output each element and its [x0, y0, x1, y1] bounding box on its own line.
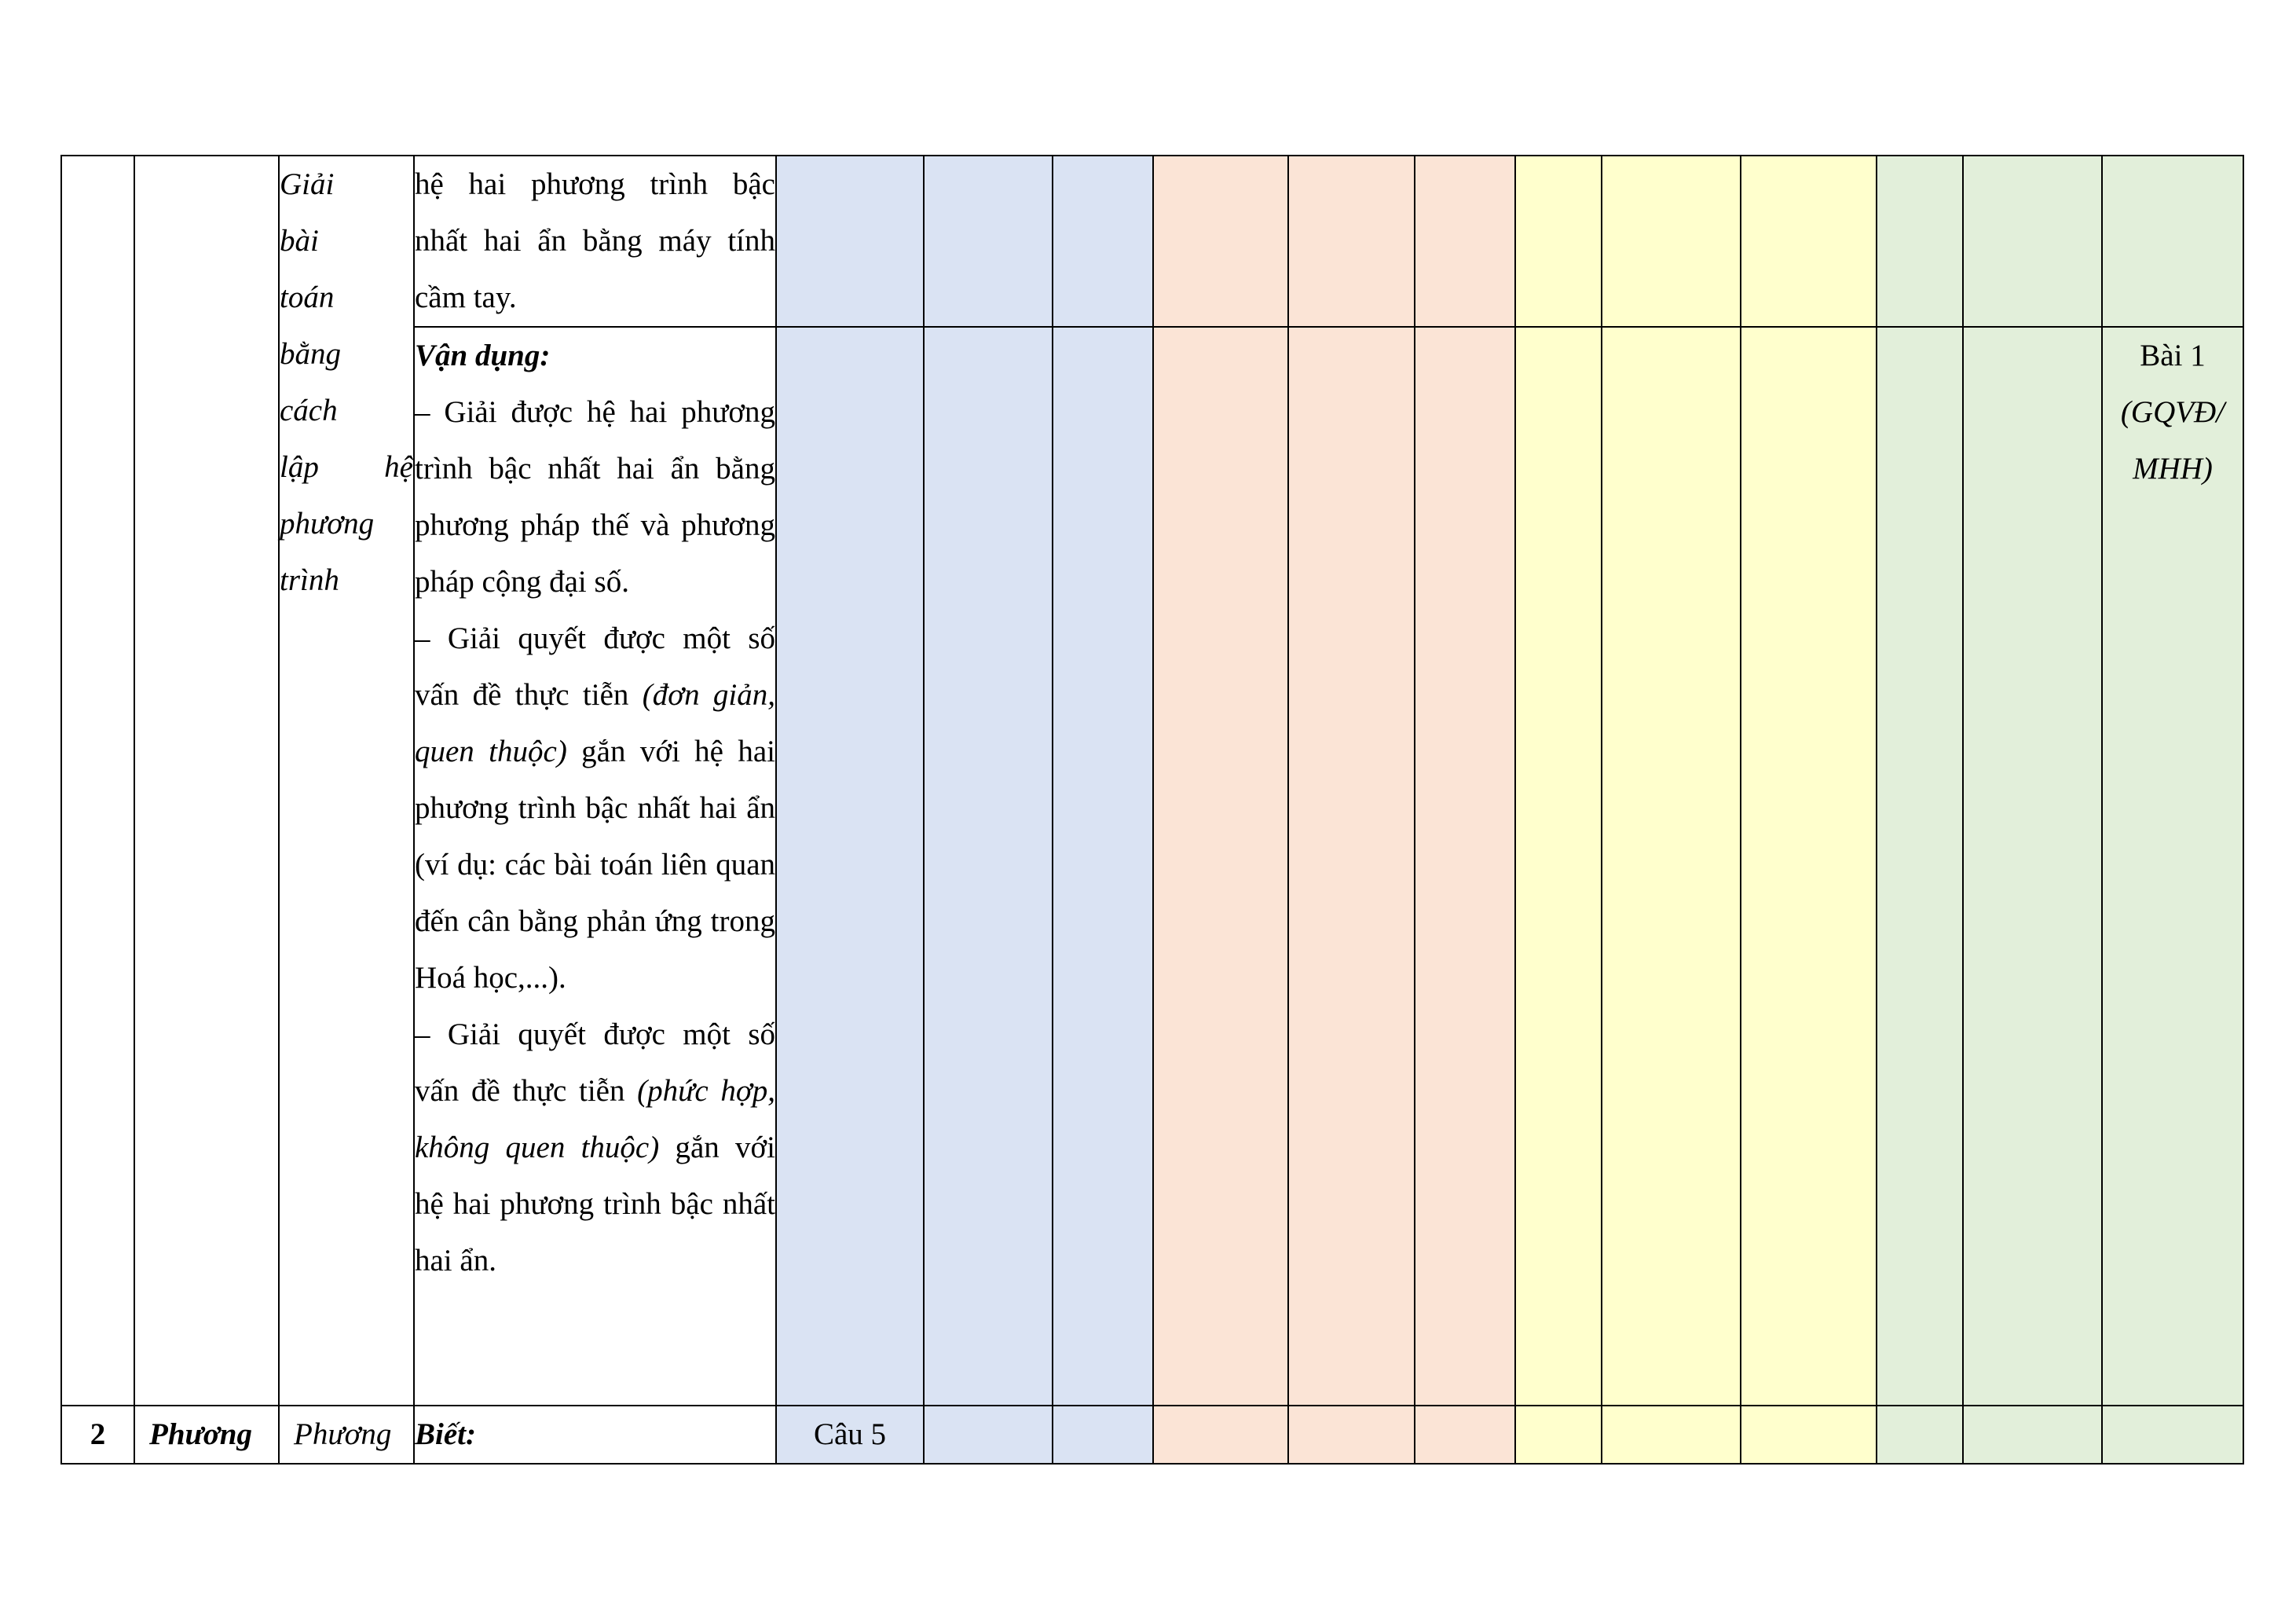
level4-cell — [1963, 1406, 2102, 1464]
cell-chapter — [134, 156, 279, 1406]
level4-cell — [2102, 156, 2243, 327]
question-reference-cell: Bài 1 (GQVĐ/ MHH) — [2102, 327, 2243, 1406]
level1-cell — [1053, 1406, 1153, 1464]
question-reference-cell: Câu 5 — [776, 1406, 924, 1464]
level1-cell — [924, 156, 1053, 327]
level2-cell — [1288, 156, 1415, 327]
level4-cell — [1877, 156, 1963, 327]
level3-cell — [1602, 1406, 1741, 1464]
level4-cell — [1877, 1406, 1963, 1464]
cell-number: 2 — [61, 1406, 134, 1464]
cell-number — [61, 156, 134, 1406]
level2-cell — [1153, 1406, 1288, 1464]
level2-cell — [1153, 156, 1288, 327]
level3-cell — [1602, 156, 1741, 327]
level1-cell — [924, 327, 1053, 1406]
level4-cell — [1963, 156, 2102, 327]
level1-cell — [1053, 327, 1153, 1406]
level2-cell — [1288, 327, 1415, 1406]
level3-cell — [1515, 327, 1602, 1406]
cell-topic: Phương — [279, 1406, 414, 1464]
level1-cell — [776, 327, 924, 1406]
level4-cell — [2102, 1406, 2243, 1464]
cell-topic: Giải bài toán bằng cách lập hệ phương trình — [279, 156, 414, 1406]
level2-cell — [1415, 327, 1515, 1406]
table-row — [61, 156, 2243, 327]
level3-cell — [1741, 1406, 1877, 1464]
level1-cell — [1053, 156, 1153, 327]
specification-table — [60, 155, 2244, 1465]
cell-description: hệ hai phương trình bậc nhất hai ẩn bằng máy tính cầm tay. — [414, 156, 776, 327]
cell-chapter: Phương — [134, 1406, 279, 1464]
level4-cell — [1963, 327, 2102, 1406]
level1-cell — [776, 156, 924, 327]
level3-cell — [1515, 1406, 1602, 1464]
level2-cell — [1288, 1406, 1415, 1464]
level-heading: Vận dụng: — [415, 339, 551, 372]
level3-cell — [1515, 156, 1602, 327]
level2-cell — [1415, 1406, 1515, 1464]
level-heading: Biết: — [414, 1406, 776, 1464]
level3-cell — [1741, 327, 1877, 1406]
level3-cell — [1741, 156, 1877, 327]
table-row — [61, 1406, 2243, 1464]
cell-description: Vận dụng: – Giải được hệ hai phương trình bậc nhất hai ẩn bằng phương pháp thế và phương pháp cộng đại số. – Giải quyết được một số vấn đề thực tiễn (đơn giản, quen thuộc) gắn với hệ hai phương trình bậc nhất hai ẩn (ví dụ: các bài toán liên quan đến cân bằng phản ứng trong Hoá học,...). – Giải quyết được một số vấn đề thực tiễn (phức hợp, không quen thuộc) gắn với hệ hai phương trình bậc nhất hai ẩn. — [414, 327, 776, 1406]
level2-cell — [1415, 156, 1515, 327]
level1-cell — [924, 1406, 1053, 1464]
level3-cell — [1602, 327, 1741, 1406]
level4-cell — [1877, 327, 1963, 1406]
level2-cell — [1153, 327, 1288, 1406]
